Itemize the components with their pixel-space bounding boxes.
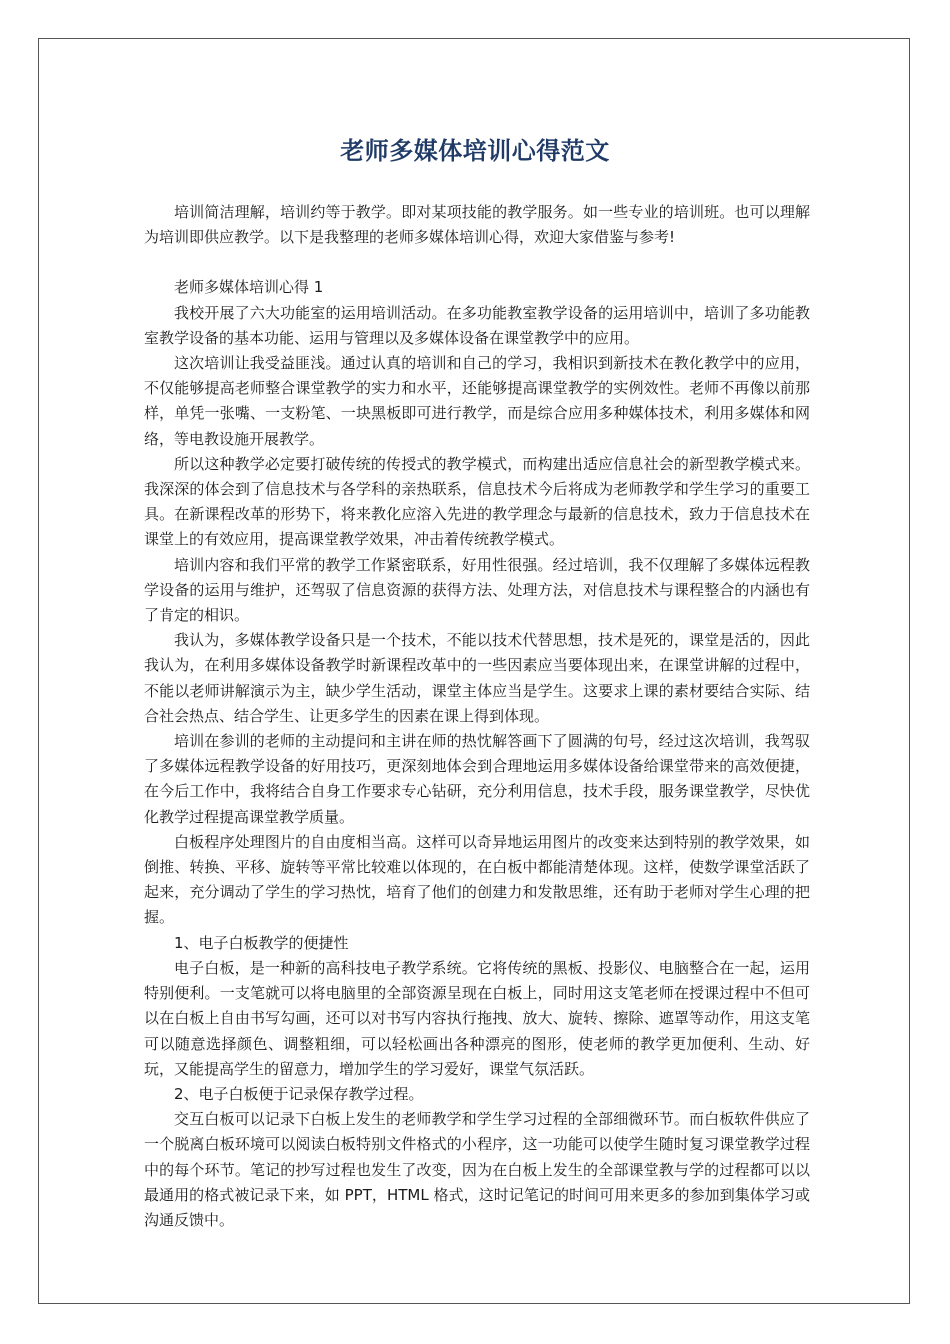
subheading: 2、电子白板便于记录保存教学过程。: [174, 1084, 424, 1103]
body-paragraph: 培训在参训的老师的主动提问和主讲在师的热忱解答画下了圆满的句号，经过这次培训，我驾驭了多媒体远程教学设备的好用技巧，更深刻地体会到合理地运用多媒体设备给课堂带来的高效便捷，在今后工作中，我将结合自身工作要求专心钻研，充分利用信息，技术手段，服务课堂教学，尽快优化教学过程提高课堂教学质量。: [144, 732, 810, 826]
document-body: [144, 200, 810, 1233]
document-title: 老师多媒体培训心得范文: [340, 137, 610, 165]
body-paragraph: 这次培训让我受益匪浅。通过认真的培训和自己的学习，我相识到新技术在教化教学中的应用，不仅能够提高老师整合课堂教学的实力和水平，还能够提高课堂教学的实例效性。老师不再像以前那样，单凭一张嘴、一支粉笔、一块黑板即可进行教学，而是综合应用多种媒体技术，利用多媒体和网络，等电教设施开展教学。: [144, 354, 810, 448]
spacer: [144, 250, 810, 275]
section-heading: 老师多媒体培训心得 1: [174, 278, 324, 297]
intro-paragraph: 培训简洁理解，培训约等于教学。即对某项技能的教学服务。如一些专业的培训班。也可以理解为培训即供应教学。以下是我整理的老师多媒体培训心得，欢迎大家借鉴与参考!: [144, 203, 810, 247]
body-paragraph: 我认为，多媒体教学设备只是一个技术，不能以技术代替思想，技术是死的，课堂是活的，因此我认为，在利用多媒体设备教学时新课程改革中的一些因素应当要体现出来，在课堂讲解的过程中，不能以老师讲解演示为主，缺少学生活动，课堂主体应当是学生。这要求上课的素材要结合实际、结合社会热点、结合学生、让更多学生的因素在课上得到体现。: [144, 631, 810, 725]
body-paragraph: 所以这种教学必定要打破传统的传授式的教学模式，而构建出适应信息社会的新型教学模式来。我深深的体会到了信息技术与各学科的亲热联系，信息技术今后将成为老师教学和学生学习的重要工具。在新课程改革的形势下，将来教化应溶入先进的教学理念与最新的信息技术，致力于信息技术在课堂上的有效应用，提高课堂教学效果，冲击着传统教学模式。: [144, 454, 810, 549]
body-paragraph: 电子白板，是一种新的高科技电子教学系统。它将传统的黑板、投影仪、电脑整合在一起，运用特别便利。一支笔就可以将电脑里的全部资源呈现在白板上，同时用这支笔老师在授课过程中不但可以在白板上自由书写勾画，还可以对书写内容执行拖拽、放大、旋转、擦除、遮罩等动作，用这支笔可以随意选择颜色、调整粗细，可以轻松画出各种漂亮的图形，使老师的教学更加便利、生动、好玩，又能提高学生的留意力，增加学生的学习爱好，课堂气氛活跃。: [144, 958, 810, 1078]
body-paragraph: 培训内容和我们平常的教学工作紧密联系，好用性很强。经过培训，我不仅理解了多媒体远程教学设备的运用与维护，还驾驭了信息资源的获得方法、处理方法，对信息技术与课程整合的内涵也有了肯定的相识。: [144, 555, 810, 625]
body-paragraph: 白板程序处理图片的自由度相当高。这样可以奇异地运用图片的改变来达到特别的教学效果，如倒推、转换、平移、旋转等平常比较难以体现的，在白板中都能清楚体现。这样，使数学课堂活跃了起来，充分调动了学生的学习热忱，培育了他们的创建力和发散思维，还有助于老师对学生心理的把握。: [144, 832, 810, 927]
body-paragraph: 我校开展了六大功能室的运用培训活动。在多功能教室教学设备的运用培训中，培训了多功能教室教学设备的基本功能、运用与管理以及多媒体设备在课堂教学中的应用。: [144, 303, 810, 347]
subheading: 1、电子白板教学的便捷性: [174, 933, 349, 952]
body-paragraph: 交互白板可以记录下白板上发生的老师教学和学生学习过程的全部细微环节。而白板软件供应了一个脱离白板环境可以阅读白板特别文件格式的小程序，这一功能可以使学生随时复习课堂教学过程中的每个环节。笔记的抄写过程也发生了改变，因为在白板上发生的全部课堂教与学的过程都可以以最通用的格式被记录下来，如 PPT，HTML 格式，这时记笔记的时间可用来更多的参加到集体学习或沟通反馈中。: [144, 1110, 810, 1229]
